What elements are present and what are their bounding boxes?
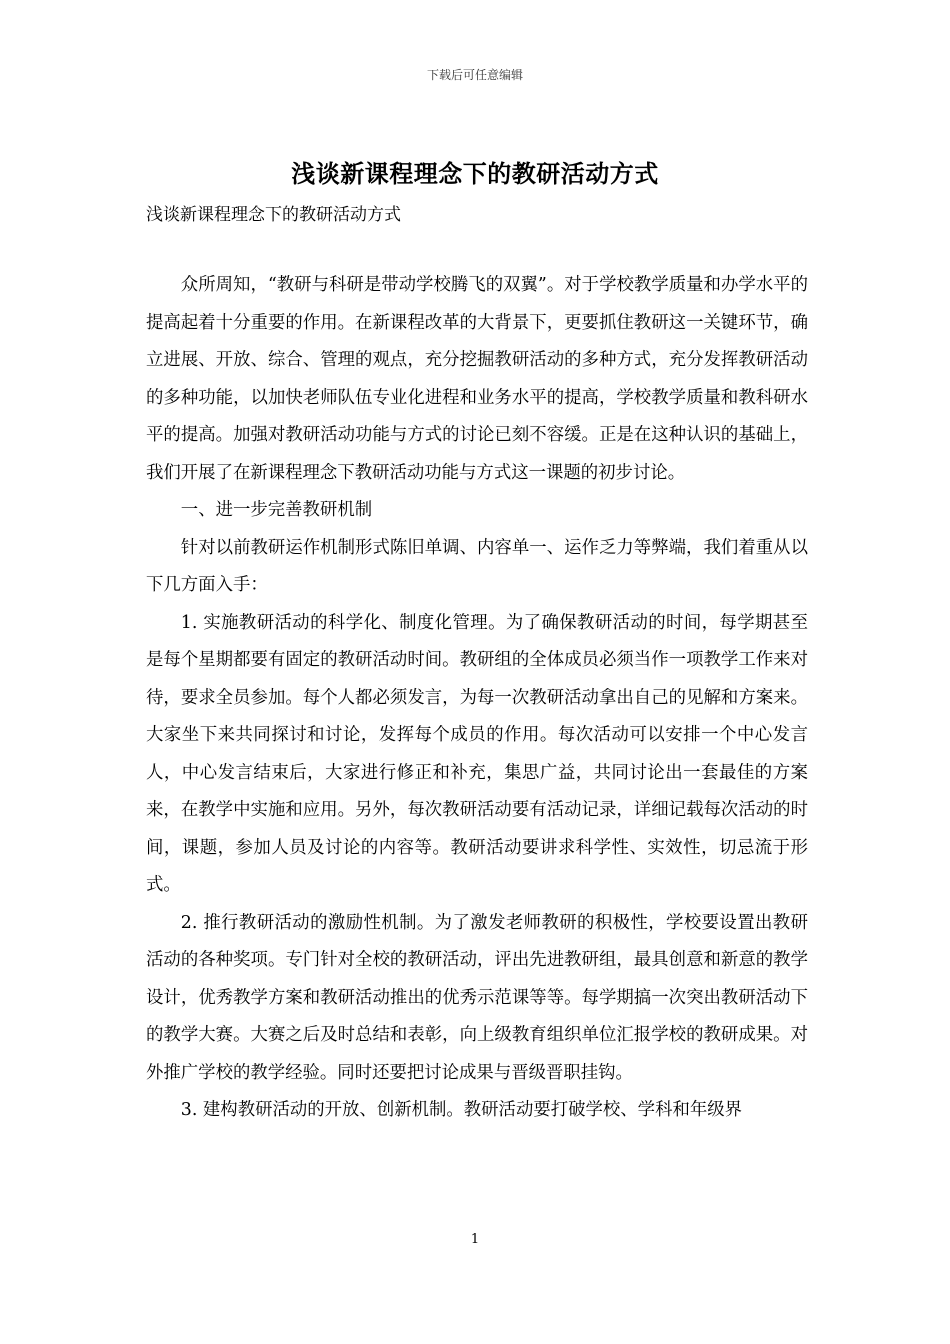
page-number: 1 [470,1232,480,1247]
section-heading: 一、进一步完善教研机制 [180,500,373,520]
list-item-2: 2. 推行教研活动的激励性机制。为了激发老师教研的积极性，学校要设置出教研活动的各种奖项。专门针对全校的教研活动，评出先进教研组，最具创意和新意的教学设计，优秀教学方案和教研活动推出的优秀示范课等等。每学期搞一次突出教研活动下的教学大赛。大赛之后及时总结和表彰，向上级教育组织单位汇报学校的教研成果。对外推广学校的教学经验。同时还要把讨论成果与晋级晋职挂钩。 [146,912,808,1083]
body-paragraph: 针对以前教研运作机制形式陈旧单调、内容单一、运作乏力等弊端，我们着重从以下几方面入手： [146,537,808,595]
page-header-note: 下载后可任意编辑 [426,68,523,82]
document-subtitle: 浅谈新课程理念下的教研活动方式 [146,205,401,225]
document-body [146,267,808,1130]
intro-paragraph: 众所周知，“教研与科研是带动学校腾飞的双翼”。对于学校教学质量和办学水平的提高起着十分重要的作用。在新课程改革的大背景下，更要抓住教研这一关键环节，确立进展、开放、综合、管理的观点，充分挖掘教研活动的多种方式，充分发挥教研活动的多种功能，以加快老师队伍专业化进程和业务水平的提高，学校教学质量和教科研水平的提高。加强对教研活动功能与方式的讨论已刻不容缓。正是在这种认识的基础上，我们开展了在新课程理念下教研活动功能与方式这一课题的初步讨论。 [146,275,808,483]
list-item-3: 3. 建构教研活动的开放、创新机制。教研活动要打破学校、学科和年级界 [180,1100,743,1120]
document-title: 浅谈新课程理念下的教研活动方式 [291,159,659,188]
list-item-1: 1. 实施教研活动的科学化、制度化管理。为了确保教研活动的时间，每学期甚至是每个星期都要有固定的教研活动时间。教研组的全体成员必须当作一项教学工作来对待，要求全员参加。每个人都必须发言，为每一次教研活动拿出自己的见解和方案来。大家坐下来共同探讨和讨论，发挥每个成员的作用。每次活动可以安排一个中心发言人，中心发言结束后，大家进行修正和补充，集思广益，共同讨论出一套最佳的方案来，在教学中实施和应用。另外，每次教研活动要有活动记录，详细记载每次活动的时间，课题，参加人员及讨论的内容等。教研活动要讲求科学性、实效性，切忌流于形式。 [146,612,808,895]
